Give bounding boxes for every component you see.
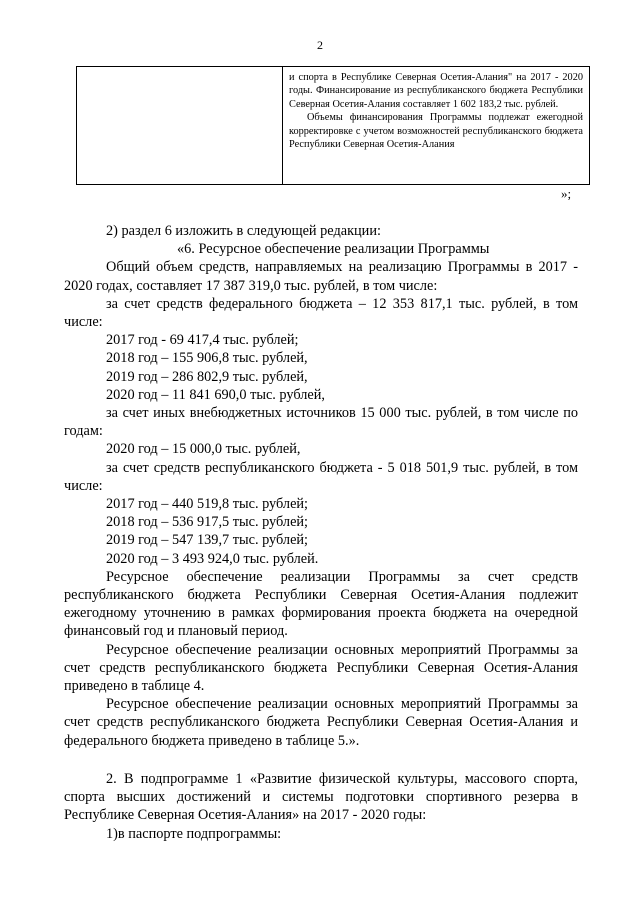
section-title: «6. Ресурсное обеспечение реализации Программы — [177, 241, 490, 258]
section-item: 2) раздел 6 изложить в следующей редакции: — [106, 223, 381, 239]
adjustment-paragraph: Объемы финансирования Программы подлежат ежегодной корректировке с учетом возможностей республиканского бюджета Республики Северная Осетия-Алания — [289, 112, 583, 151]
republic-year-item: 2020 год – 3 493 924,0 тыс. рублей. — [106, 550, 319, 567]
federal-year-item: 2020 год – 11 841 690,0 тыс. рублей, — [106, 386, 325, 403]
extrabudget-year-item: 2020 год – 15 000,0 тыс. рублей, — [106, 441, 301, 458]
table-row — [77, 67, 590, 185]
table5-paragraph: Ресурсное обеспечение реализации основных мероприятий Программы за счет средств республиканского бюджета Республики Северная Осетия-Алания и федерального бюджета приведено в таблице 5.». — [64, 696, 578, 749]
republic-paragraph: за счет средств республиканского бюджета - 5 018 501,9 тыс. рублей, в том числе: — [64, 459, 578, 494]
table4-paragraph: Ресурсное обеспечение реализации основных мероприятий Программы за счет средств республиканского бюджета Республики Северная Осетия-Алания приведено в таблице 4. — [64, 641, 578, 695]
page-number: 2 — [317, 38, 323, 52]
federal-year-item: 2017 год - 69 417,4 тыс. рублей; — [106, 332, 299, 349]
financing-paragraph: и спорта в Республике Северная Осетия-Алания" на 2017 - 2020 годы. Финансирование из республиканского бюджета Республики Северная Осетия-Алания составляет 1 602 183,2 тыс. рублей. — [289, 72, 583, 110]
extrabudget-paragraph: за счет иных внебюджетных источников 15 000 тыс. рублей, в том числе по годам: — [64, 405, 578, 440]
passport-item: 1)в паспорте подпрограммы: — [106, 825, 282, 842]
resource-paragraph: Ресурсное обеспечение реализации Программы за счет средств республиканского бюджета Республики Северная Осетия-Алания подлежит ежегодному уточнению в рамках формирования проекта бюджета на очередной финансовый год и плановый период. — [64, 568, 578, 640]
federal-paragraph: за счет средств федерального бюджета – 12 353 817,1 тыс. рублей, в том числе: — [64, 295, 578, 331]
passport-table-fragment — [76, 66, 590, 185]
subprogram-paragraph: 2. В подпрограмме 1 «Развитие физической культуры, массового спорта, спорта высших достижений и системы подготовки спортивного резерва в Республике Северная Осетия-Алания» на 2017 - 2020 годы: — [64, 770, 578, 824]
federal-year-item: 2019 год – 286 802,9 тыс. рублей, — [106, 368, 308, 385]
republic-year-item: 2018 год – 536 917,5 тыс. рублей; — [106, 514, 309, 531]
document-body — [64, 222, 578, 843]
republic-year-item: 2019 год – 547 139,7 тыс. рублей; — [106, 532, 309, 549]
federal-year-item: 2018 год – 155 906,8 тыс. рублей, — [106, 350, 308, 367]
republic-year-item: 2017 год – 440 519,8 тыс. рублей; — [106, 496, 309, 513]
closing-quote: »; — [561, 186, 572, 201]
total-paragraph: Общий объем средств, направляемых на реализацию Программы в 2017 - 2020 годах, составляет 17 387 319,0 тыс. рублей, в том числе: — [64, 259, 578, 294]
table-cell-financing — [283, 67, 590, 185]
table-cell-empty — [77, 67, 283, 185]
